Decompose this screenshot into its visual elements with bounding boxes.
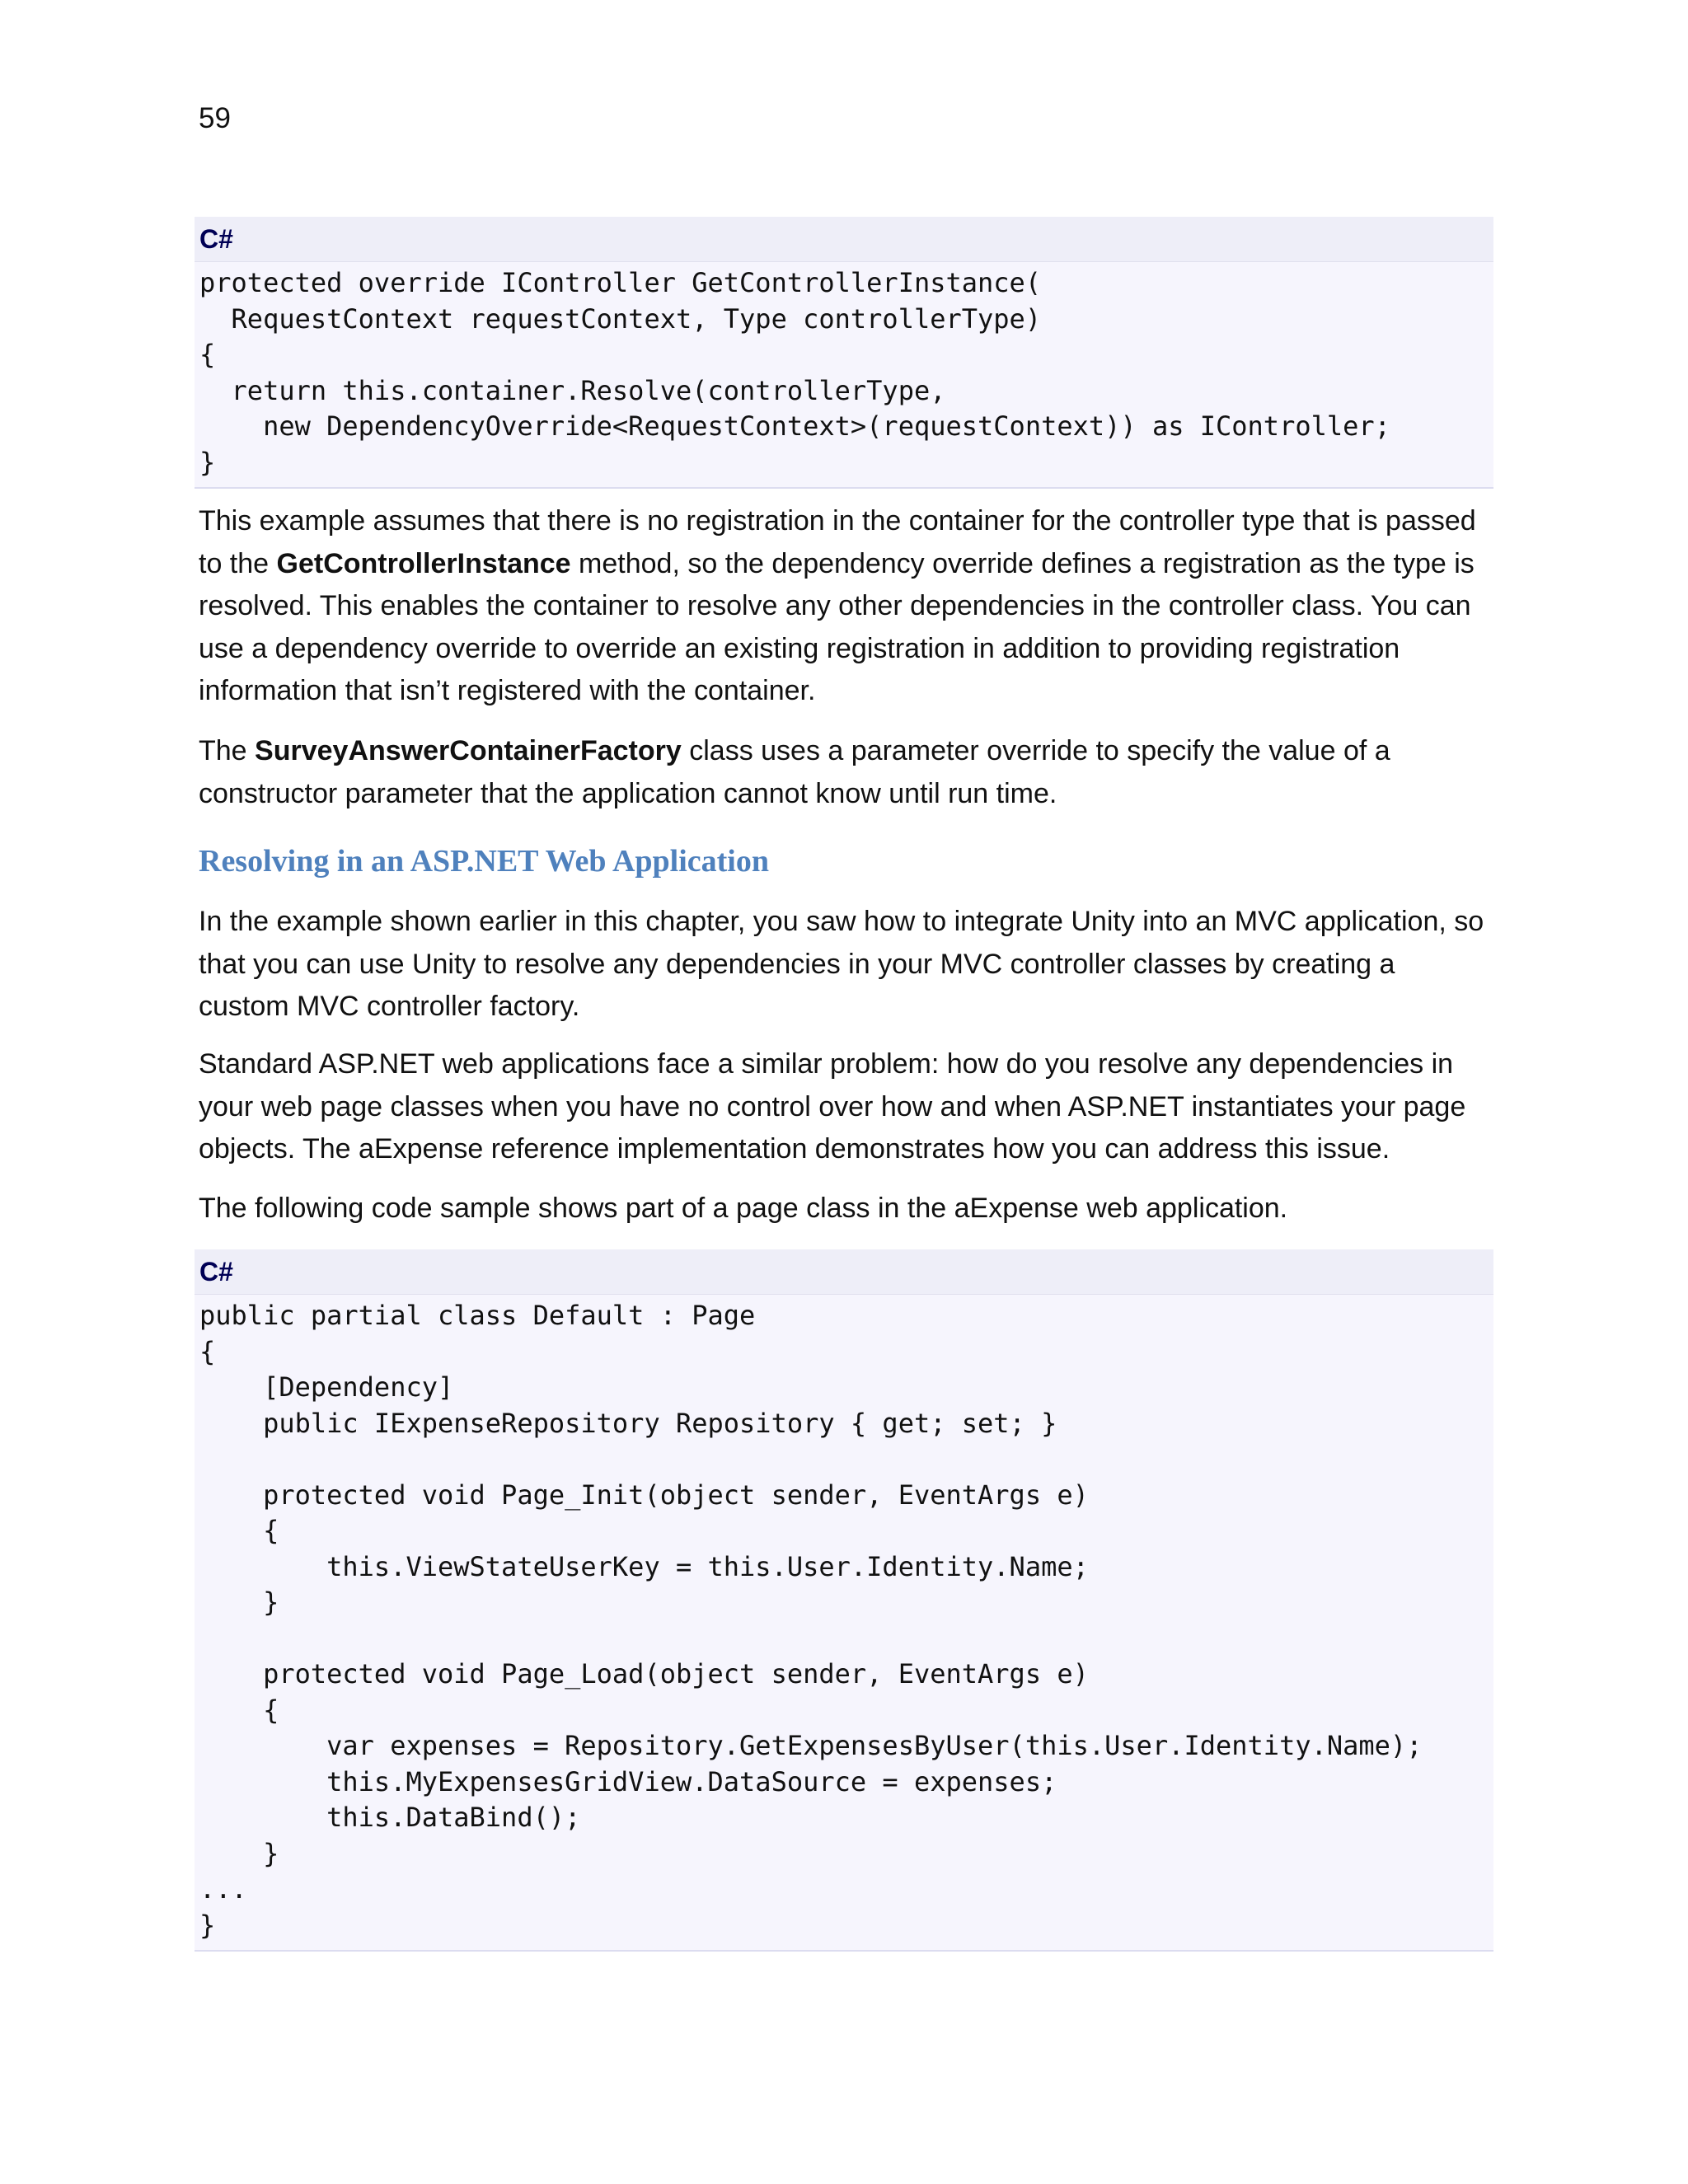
code-line: {	[199, 1335, 216, 1367]
paragraph: The following code sample shows part of a page class in the aExpense web application.	[199, 1193, 1288, 1224]
code-line: protected void Page_Load(object sender, EventArgs e)	[199, 1658, 1089, 1690]
paragraph: In the example shown earlier in this chapter, you saw how to integrate Unity into an MVC application, so that you can use Unity to resolve any dependencies in your MVC controller classes by creating a custom MVC controller factory.	[199, 906, 1484, 1022]
paragraph-text: The	[199, 735, 256, 766]
code-language-label: C#	[195, 1249, 1493, 1295]
code-line: ...	[199, 1873, 247, 1905]
code-line: this.DataBind();	[199, 1802, 581, 1833]
code-body	[195, 262, 1493, 487]
code-line: this.ViewStateUserKey = this.User.Identity.Name;	[199, 1550, 1089, 1582]
section-heading: Resolving in an ASP.NET Web Application	[199, 844, 769, 879]
code-line: new DependencyOverride<RequestContext>(requestContext)) as IController;	[199, 410, 1390, 442]
code-block-1	[195, 217, 1493, 489]
code-line: {	[199, 339, 216, 370]
code-line: return this.container.Resolve(controllerType,	[199, 374, 946, 406]
code-line: public IExpenseRepository Repository { get; set; }	[199, 1407, 1057, 1439]
code-line: }	[199, 1909, 216, 1941]
code-line: RequestContext requestContext, Type controllerType)	[199, 302, 1042, 335]
code-line: }	[199, 1586, 279, 1618]
code-block-2	[195, 1249, 1493, 1952]
code-line: public partial class Default : Page	[199, 1300, 756, 1331]
code-language-label: C#	[195, 217, 1493, 262]
paragraph	[199, 730, 1493, 815]
code-line	[199, 1621, 1493, 1657]
paragraph	[199, 500, 1493, 713]
code-line: protected void Page_Init(object sender, EventArgs e)	[199, 1479, 1089, 1511]
page-number: 59	[199, 102, 231, 134]
code-body	[195, 1295, 1493, 1950]
code-line: {	[199, 1694, 279, 1726]
paragraph-text: This example assumes that there is no registration in the container for the controller type that is passed to the	[199, 505, 1476, 579]
paragraph-text: method, so the dependency override defines a registration as the type is resolved. This enables the container to resolve any other dependencies in the controller class. You can use a dependency override to override an existing registration in addition to providing registration information that isn’t registered with the container.	[199, 547, 1475, 706]
code-line: {	[199, 1515, 279, 1546]
code-line: var expenses = Repository.GetExpensesByUser(this.User.Identity.Name);	[199, 1730, 1423, 1761]
paragraph: Standard ASP.NET web applications face a similar problem: how do you resolve any dependencies in your web page classes when you have no control over how and when ASP.NET instantiates your page objects. The aExpense reference implementation demonstrates how you can address this issue.	[199, 1048, 1466, 1165]
paragraph-bold-term: GetControllerInstance	[276, 547, 571, 579]
paragraph-bold-term: SurveyAnswerContainerFactory	[255, 735, 682, 766]
code-line	[199, 1441, 1493, 1478]
code-line: protected override IController GetControllerInstance(	[199, 267, 1042, 298]
code-line: this.MyExpensesGridView.DataSource = expenses;	[199, 1765, 1057, 1797]
paragraph-text: class uses a parameter override to specify the value of a constructor parameter that the application cannot know until run time.	[199, 735, 1390, 809]
code-line: }	[199, 1837, 279, 1869]
code-line: }	[199, 446, 216, 478]
code-line: [Dependency]	[199, 1371, 454, 1403]
